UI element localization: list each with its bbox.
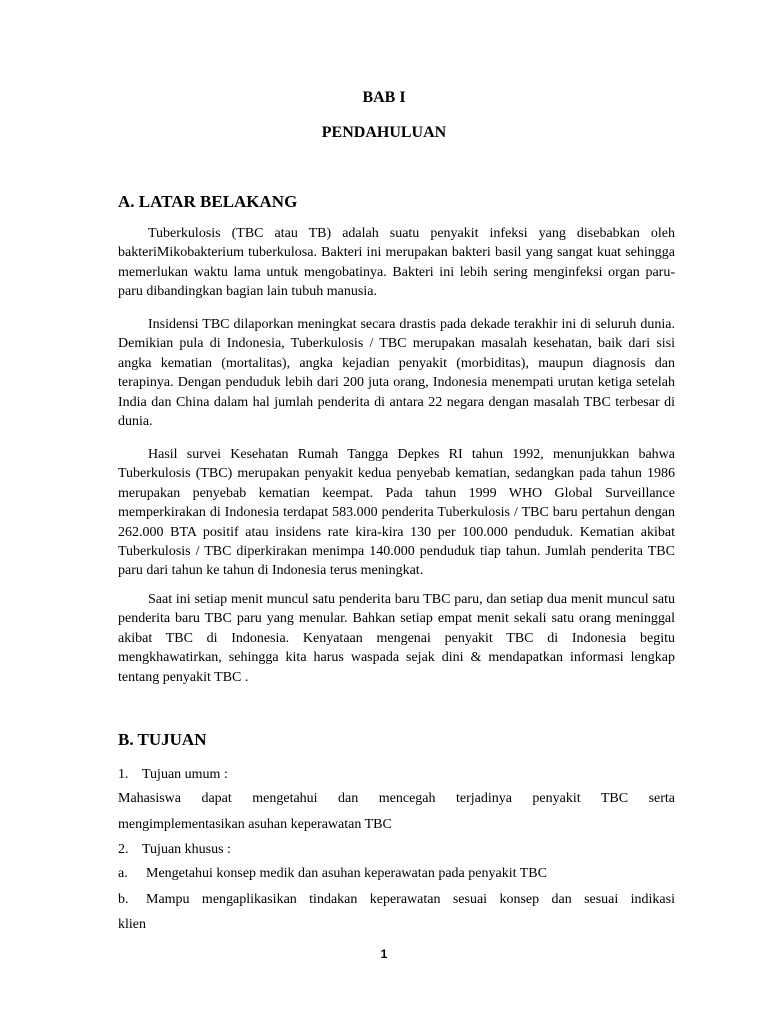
paragraph-3: Hasil survei Kesehatan Rumah Tangga Depkes RI tahun 1992, menunjukkan bahwa Tuberkulosis (TBC) merupakan penyakit kedua penyebab kematian, sedangkan pada tahun 1986 merupakan penyebab kematian keempat. Pada tahun 1999 WHO Global Surveillance memperkirakan di Indonesia terdapat 583.000 penderita Tuberkulosis / TBC baru pertahun dengan 262.000 BTA positif atau insidens rate kira-kira 130 per 100.000 penduduk. Kematian akibat Tuberkulosis / TBC diperkirakan menimpa 140.000 penduduk tiap tahun. Jumlah penderita TBC paru dari tahun ke tahun di Indonesia terus meningkat. [118,447,675,579]
chapter-label: BAB I [362,89,406,106]
sub-item-b [118,892,675,908]
sub-item-text: Mampu mengaplikasikan tindakan keperawatan sesuai konsep dan sesuai indikasi [146,892,675,907]
chapter-title: PENDAHULUAN [321,124,447,141]
sub-item-marker: a. [118,866,128,881]
section-a-heading: A. LATAR BELAKANG [118,192,298,211]
page-number: 1 [380,947,388,961]
goal-number: 1. [118,767,129,782]
goal-item-specific [118,842,675,858]
goal-item-general [118,767,675,783]
goal-label: Tujuan khusus : [142,842,231,857]
sub-item-b-continuation: klien [118,917,146,932]
paragraph-1: Tuberkulosis (TBC atau TB) adalah suatu penyakit infeksi yang disebabkan oleh bakteriMikobakterium tuberkulosa. Bakteri ini merupakan bakteri basil yang sangat kuat sehingga memerlukan waktu lama untuk mengobatinya. Bakteri ini lebih sering menginfeksi organ paru-paru dibandingkan bagian lain tubuh manusia. [118,226,675,300]
section-b-heading: B. TUJUAN [118,730,207,749]
sub-item-a [118,866,675,882]
goal-number: 2. [118,842,129,857]
goal-label: Tujuan umum : [142,767,228,782]
goal-general-text-line-1: Mahasiswa dapat mengetahui dan mencegah terjadinya penyakit TBC serta [118,791,675,806]
goal-general-text-line-2: mengimplementasikan asuhan keperawatan TBC [118,817,392,832]
paragraph-4: Saat ini setiap menit muncul satu penderita baru TBC paru, dan setiap dua menit muncul satu penderita baru TBC paru yang menular. Bahkan setiap empat menit sekali satu orang meninggal akibat TBC di Indonesia. Kenyataan mengenai penyakit TBC di Indonesia begitu mengkhawatirkan, sehingga kita harus waspada sejak dini & mendapatkan informasi lengkap tentang penyakit TBC . [118,592,675,685]
sub-item-text: Mengetahui konsep medik dan asuhan keperawatan pada penyakit TBC [146,866,547,881]
sub-item-marker: b. [118,892,129,907]
paragraph-2: Insidensi TBC dilaporkan meningkat secara drastis pada dekade terakhir ini di seluruh dunia. Demikian pula di Indonesia, Tuberkulosis / TBC merupakan masalah kesehatan, baik dari sisi angka kematian (mortalitas), angka kejadian penyakit (morbiditas), maupun diagnosis dan terapinya. Dengan penduduk lebih dari 200 juta orang, Indonesia menempati urutan ketiga setelah India dan China dalam hal jumlah penderita di antara 22 negara dengan masalah TBC terbesar di dunia. [118,317,675,430]
